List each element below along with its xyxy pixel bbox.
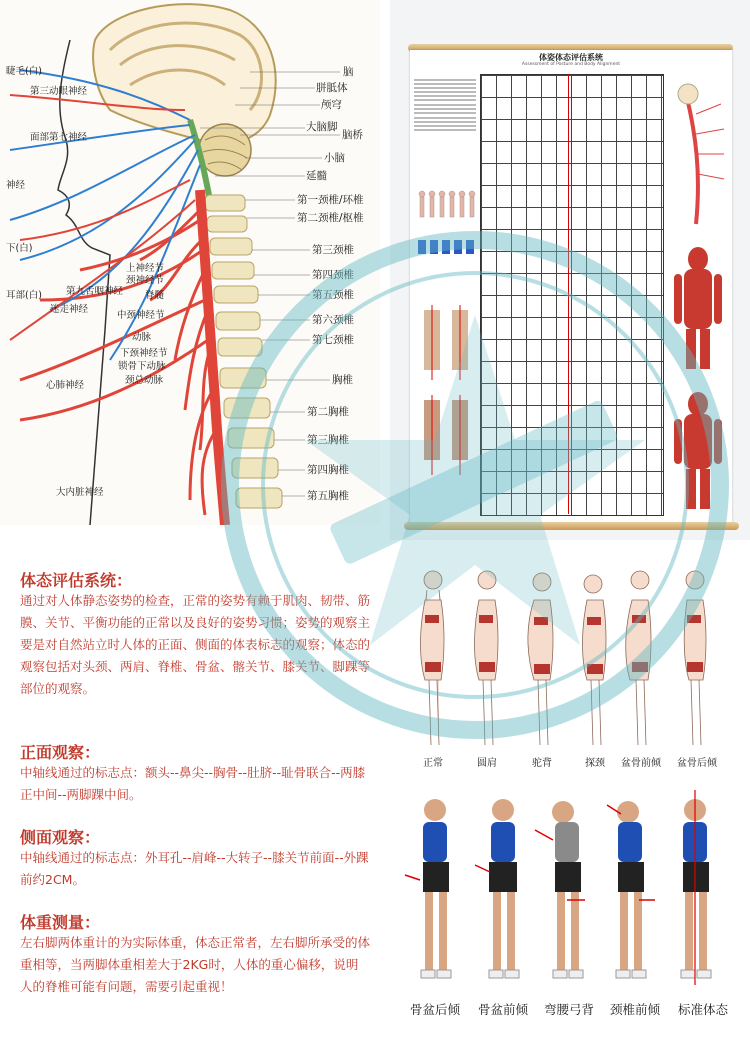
label-c2: 第二颈椎/枢椎 — [297, 212, 364, 224]
label-facial-nerve: 面部第七神经 — [30, 132, 88, 143]
label-glossopharyngeal: 第九舌咽神经 — [66, 286, 124, 297]
label-splanchnic: 大内脏神经 — [56, 487, 104, 498]
label-ear-white: 耳部(白) — [6, 290, 42, 301]
section-body-system: 通过对人体静态姿势的检查，正常的姿势有赖于肌肉、韧带、筋膜、关节、平衡功能的正常以及良好的姿势习惯；姿势的观察主要是对自然站立时人体的正面、侧面的体表标志的观察；体态的观察包括对头颈、两肩、脊椎、骨盆、髂关节、膝关节、脚踝等部位的观察。 — [20, 593, 371, 696]
label-brain: 脑 — [343, 66, 354, 78]
label-oculomotor: 第三动眼神经 — [30, 86, 88, 97]
label-anterior-tilt: 盆骨前倾 — [621, 758, 661, 769]
label-t4: 第四胸椎 — [307, 464, 349, 476]
section-title-front: 正面观察： — [20, 743, 101, 762]
label-pons: 脑桥 — [342, 129, 363, 141]
label-thoracic: 胸椎 — [332, 374, 353, 386]
assessment-grid — [480, 74, 664, 516]
section-body-side: 中轴线通过的标志点：外耳孔--肩峰--大转子--膝关节前面--外踝前约2CM。 — [20, 850, 369, 887]
label-nerve: 神经 — [6, 180, 26, 191]
label-medulla: 延髓 — [306, 170, 327, 182]
label-hunchback: 驼背 — [532, 758, 552, 769]
section-title-weight: 体重测量： — [20, 913, 101, 932]
label-cerebral-peduncle: 大脑脚 — [306, 121, 338, 133]
grid-centerline — [568, 74, 569, 514]
poster-anatomy-column — [666, 74, 730, 514]
label-t2: 第二胸椎 — [307, 406, 349, 418]
label-lower-ganglion: 下颈神经节 — [120, 348, 168, 359]
anatomy-illustration — [0, 0, 380, 525]
label-t5: 第五胸椎 — [307, 490, 349, 502]
label-upper-ganglion: 上神经节 — [126, 263, 165, 274]
section-body-front: 中轴线通过的标志点：额头--鼻尖--胸骨--肚脐--耻骨联合--两膝正中间--两脚踝中间。 — [20, 765, 366, 802]
poster-title: 体姿体态评估系统 — [539, 53, 603, 62]
description-panel — [0, 540, 380, 1041]
anatomy-chart — [0, 0, 380, 525]
label-cervical-ganglion: 颈神经节 — [126, 275, 165, 286]
label-c7: 第七颈椎 — [312, 334, 354, 346]
poster-sheet — [410, 50, 732, 525]
female-posture-figures — [395, 560, 750, 760]
label-male-posterior-tilt: 骨盆后倾 — [409, 1002, 460, 1017]
label-male-anterior-tilt: 骨盆前倾 — [477, 1002, 528, 1017]
label-lower-white: 下(白) — [6, 243, 33, 254]
section-title-system: 体态评估系统： — [20, 571, 133, 590]
poster-text-block — [414, 76, 476, 133]
section-title-side: 侧面观察： — [20, 828, 101, 847]
label-spinal-cord: 脊髓 — [145, 290, 165, 301]
label-cerebellum: 小脑 — [324, 152, 345, 164]
label-male-standard: 标准体态 — [677, 1002, 728, 1017]
poster-subtitle: Assessment of Posture and Body Alignment — [521, 62, 621, 67]
label-c3: 第三颈椎 — [312, 244, 354, 256]
label-t3: 第三胸椎 — [307, 434, 349, 446]
label-rounded-shoulder: 圆肩 — [477, 758, 497, 769]
label-cranial-vault: 颅穹 — [321, 99, 342, 111]
label-posterior-tilt: 盆骨后倾 — [677, 758, 717, 769]
posture-assessment-poster — [390, 0, 750, 540]
label-male-stooped: 弯腰弓背 — [543, 1002, 594, 1017]
label-c4: 第四颈椎 — [312, 269, 354, 281]
label-carotid: 颈总动脉 — [125, 375, 164, 386]
label-c6: 第六颈椎 — [312, 314, 354, 326]
posture-comparison-panel — [395, 560, 750, 1041]
label-vagus: 迷走神经 — [50, 304, 89, 315]
label-cardiopulmonary: 心肺神经 — [46, 380, 85, 391]
label-eyelash: 睫毛(白) — [6, 66, 42, 77]
label-forward-neck: 探颈 — [585, 758, 605, 769]
label-corpus-callosum: 胼胝体 — [316, 82, 348, 94]
label-artery: 动脉 — [132, 332, 152, 343]
section-body-weight: 左右脚两体重计的为实际体重，体态正常者，左右脚所承受的体重相等，当两脚体重相差大于2KG时，人体的重心偏移，说明人的脊椎可能有问题，需要引起重视！ — [20, 935, 371, 994]
label-male-forward-neck: 颈椎前倾 — [609, 1002, 660, 1017]
label-c1: 第一颈椎/环椎 — [297, 194, 364, 206]
label-c5: 第五颈椎 — [312, 289, 354, 301]
label-normal: 正常 — [423, 758, 443, 769]
poster-bottom-rod — [404, 522, 739, 530]
label-middle-ganglion: 中颈神经节 — [117, 310, 165, 321]
label-subclavian: 锁骨下动脉 — [118, 361, 166, 372]
poster-figures — [416, 190, 476, 490]
male-posture-figures — [395, 790, 750, 995]
